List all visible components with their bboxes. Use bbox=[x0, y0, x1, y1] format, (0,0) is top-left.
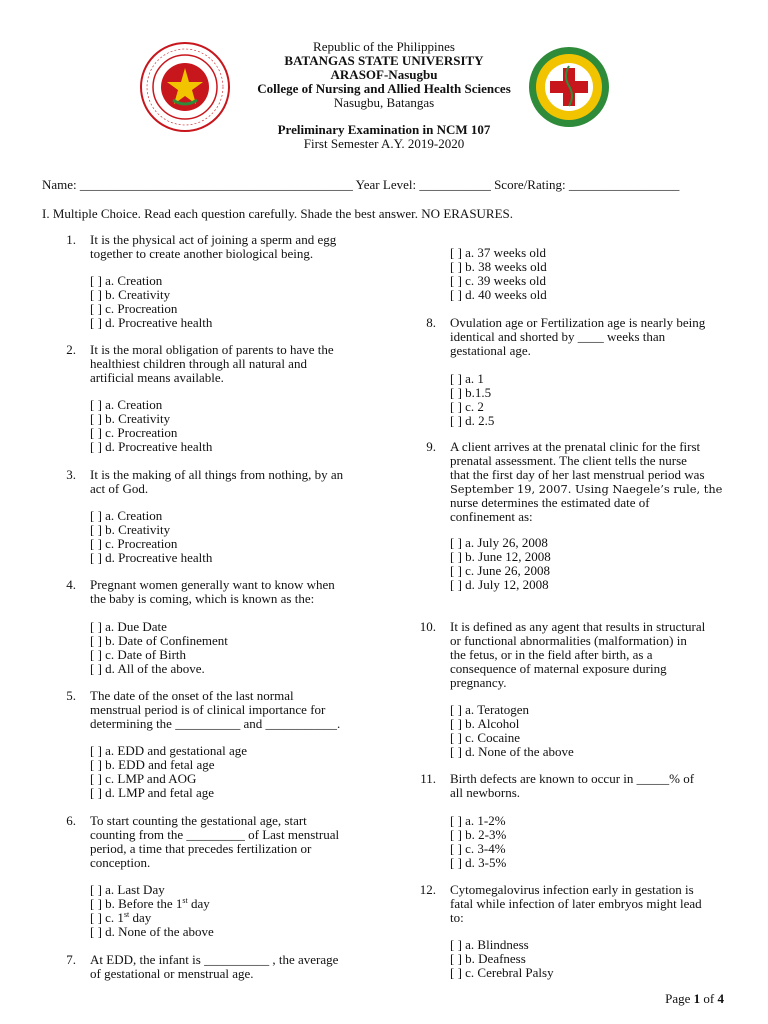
question-text: The date of the onset of the last normal bbox=[90, 688, 294, 703]
option-a[interactable]: [ ] a. Due Date bbox=[90, 619, 167, 634]
instructions: I. Multiple Choice. Read each question carefully. Shade the best answer. NO ERASURES. bbox=[42, 206, 514, 221]
option-c[interactable]: [ ] c. 2 bbox=[450, 399, 484, 414]
option-d[interactable]: [ ] d. LMP and fetal age bbox=[90, 785, 215, 800]
question-number: 6. bbox=[66, 813, 76, 828]
question-text: Ovulation age or Fertilization age is nearly being bbox=[450, 315, 706, 330]
question-number: 9. bbox=[426, 439, 436, 454]
question-text: to: bbox=[450, 910, 464, 925]
question-text: healthiest children through all natural and bbox=[90, 356, 307, 371]
question-number: 12. bbox=[419, 882, 436, 897]
option-b[interactable]: [ ] b.1.5 bbox=[450, 385, 492, 400]
option-a[interactable]: [ ] a. 37 weeks old bbox=[450, 245, 547, 260]
option-b[interactable]: [ ] b. Creativity bbox=[90, 411, 171, 426]
question-text: artificial means available. bbox=[90, 370, 224, 385]
question-text: gestational age. bbox=[450, 343, 531, 358]
question-text: pregnancy. bbox=[450, 675, 507, 690]
option-c[interactable]: [ ] c. June 26, 2008 bbox=[450, 563, 551, 578]
question-text: conception. bbox=[90, 855, 151, 870]
option-d[interactable]: [ ] d. None of the above bbox=[450, 744, 574, 759]
option-d[interactable]: [ ] d. 2.5 bbox=[450, 413, 495, 428]
page-number bbox=[665, 992, 724, 1006]
page-of: of bbox=[700, 991, 718, 1006]
option-c[interactable] bbox=[90, 911, 151, 925]
option-d[interactable]: [ ] d. 3-5% bbox=[450, 855, 507, 870]
option-c[interactable]: [ ] c. Cerebral Palsy bbox=[450, 965, 554, 980]
option-d[interactable]: [ ] d. July 12, 2008 bbox=[450, 577, 549, 592]
option-b-text-end: day bbox=[187, 896, 210, 911]
option-d[interactable]: [ ] d. None of the above bbox=[90, 924, 214, 939]
question-text: It is defined as any agent that results in structural bbox=[450, 619, 706, 634]
question-text: To start counting the gestational age, start bbox=[90, 813, 307, 828]
option-d[interactable]: [ ] d. 40 weeks old bbox=[450, 287, 547, 302]
option-d[interactable]: [ ] d. Procreative health bbox=[90, 315, 213, 330]
question-number: 7. bbox=[66, 952, 76, 967]
question-text: identical and shorted by ____ weeks than bbox=[450, 329, 666, 344]
question-text: It is the physical act of joining a sperm and egg bbox=[90, 232, 337, 247]
question-number: 2. bbox=[66, 342, 76, 357]
header-location: Nasugbu, Batangas bbox=[333, 95, 435, 110]
question-text: or functional abnormalities (malformation) in bbox=[450, 633, 687, 648]
question-text: counting from the _________ of Last menstrual bbox=[90, 827, 340, 842]
question-text: September 19, 2007. Using Naegele’s rule, the bbox=[450, 482, 723, 496]
question-text: It is the moral obligation of parents to have the bbox=[90, 342, 334, 357]
option-b[interactable]: [ ] b. June 12, 2008 bbox=[450, 549, 551, 564]
option-b[interactable]: [ ] b. 2-3% bbox=[450, 827, 507, 842]
question-number: 10. bbox=[419, 619, 436, 634]
option-a[interactable]: [ ] a. EDD and gestational age bbox=[90, 743, 248, 758]
option-c-text-end: day bbox=[129, 910, 152, 925]
option-b[interactable]: [ ] b. Creativity bbox=[90, 522, 171, 537]
question-text: Birth defects are known to occur in _____% of bbox=[450, 771, 695, 786]
option-d[interactable]: [ ] d. Procreative health bbox=[90, 550, 213, 565]
question-text: A client arrives at the prenatal clinic for the first bbox=[450, 439, 701, 454]
question-text: together to create another biological being. bbox=[90, 246, 314, 261]
question-text: nurse determines the estimated date of bbox=[450, 495, 650, 510]
option-a[interactable]: [ ] a. Creation bbox=[90, 397, 163, 412]
option-a[interactable]: [ ] a. Creation bbox=[90, 273, 163, 288]
option-d[interactable]: [ ] d. All of the above. bbox=[90, 661, 205, 676]
question-text: Cytomegalovirus infection early in gestation is bbox=[450, 882, 694, 897]
question-number: 4. bbox=[66, 577, 76, 592]
option-a[interactable]: [ ] a. 1-2% bbox=[450, 813, 506, 828]
question-text: Pregnant women generally want to know when bbox=[90, 577, 335, 592]
option-b-text: [ ] b. Before the 1 bbox=[90, 896, 183, 911]
question-text: confinement as: bbox=[450, 509, 533, 524]
option-b[interactable]: [ ] b. Deafness bbox=[450, 951, 526, 966]
option-b[interactable] bbox=[90, 897, 210, 911]
option-a[interactable]: [ ] a. Creation bbox=[90, 508, 163, 523]
ordinal-suffix: st bbox=[182, 896, 188, 905]
question-text: It is the making of all things from nothing, by an bbox=[90, 467, 344, 482]
option-a[interactable]: [ ] a. Teratogen bbox=[450, 702, 529, 717]
option-c[interactable]: [ ] c. 39 weeks old bbox=[450, 273, 547, 288]
header-campus: ARASOF-Nasugbu bbox=[330, 67, 438, 82]
exam-title: Preliminary Examination in NCM 107 bbox=[277, 122, 491, 137]
question-text: the fetus, or in the field after birth, as a bbox=[450, 647, 653, 662]
question-number: 1. bbox=[66, 232, 76, 247]
option-c[interactable]: [ ] c. Procreation bbox=[90, 536, 178, 551]
option-b[interactable]: [ ] b. EDD and fetal age bbox=[90, 757, 215, 772]
header-university: BATANGAS STATE UNIVERSITY bbox=[284, 53, 484, 68]
option-c[interactable]: [ ] c. Procreation bbox=[90, 425, 178, 440]
question-number: 11. bbox=[420, 771, 436, 786]
option-a[interactable]: [ ] a. 1 bbox=[450, 371, 484, 386]
question-text: that the first day of her last menstrual period was bbox=[450, 467, 705, 482]
option-c-text: [ ] c. 1 bbox=[90, 910, 124, 925]
option-a[interactable]: [ ] a. Blindness bbox=[450, 937, 529, 952]
question-text: prenatal assessment. The client tells the nurse bbox=[450, 453, 687, 468]
question-text: menstrual period is of clinical importance for bbox=[90, 702, 326, 717]
option-b[interactable]: [ ] b. Date of Confinement bbox=[90, 633, 228, 648]
option-c[interactable]: [ ] c. LMP and AOG bbox=[90, 771, 197, 786]
option-c[interactable]: [ ] c. Date of Birth bbox=[90, 647, 187, 662]
option-b[interactable]: [ ] b. Creativity bbox=[90, 287, 171, 302]
option-c[interactable]: [ ] c. 3-4% bbox=[450, 841, 506, 856]
ordinal-suffix: st bbox=[123, 910, 130, 919]
question-number: 8. bbox=[426, 315, 436, 330]
exam-semester: First Semester A.Y. 2019-2020 bbox=[303, 136, 465, 151]
page-label: Page bbox=[665, 991, 694, 1006]
question-number: 5. bbox=[66, 688, 76, 703]
question-text: determining the __________ and ___________. bbox=[90, 716, 341, 731]
option-c[interactable]: [ ] c. Cocaine bbox=[450, 730, 521, 745]
page-total: 4 bbox=[717, 991, 724, 1006]
option-a[interactable]: [ ] a. Last Day bbox=[90, 882, 165, 897]
header-republic: Republic of the Philippines bbox=[313, 39, 455, 54]
student-info-line: Name: __________________________________________ Year Level: ___________ Score/Rating: _________________ bbox=[42, 177, 680, 192]
question-text: period, a time that precedes fertilization or bbox=[90, 841, 312, 856]
question-number: 3. bbox=[66, 467, 76, 482]
option-a[interactable]: [ ] a. July 26, 2008 bbox=[450, 535, 548, 550]
question-text: of gestational or menstrual age. bbox=[90, 966, 254, 981]
question-text: At EDD, the infant is __________ , the average bbox=[90, 952, 339, 967]
question-text: act of God. bbox=[90, 481, 149, 496]
header-college: College of Nursing and Allied Health Sciences bbox=[257, 81, 511, 96]
page-current: 1 bbox=[693, 991, 701, 1006]
question-text: consequence of maternal exposure during bbox=[450, 661, 667, 676]
option-c[interactable]: [ ] c. Procreation bbox=[90, 301, 178, 316]
option-d[interactable]: [ ] d. Procreative health bbox=[90, 439, 213, 454]
question-text: all newborns. bbox=[450, 785, 521, 800]
question-text: fatal while infection of later embryos might lead bbox=[450, 896, 702, 911]
option-b[interactable]: [ ] b. Alcohol bbox=[450, 716, 520, 731]
option-b[interactable]: [ ] b. 38 weeks old bbox=[450, 259, 547, 274]
question-text: the baby is coming, which is known as the: bbox=[90, 591, 315, 606]
